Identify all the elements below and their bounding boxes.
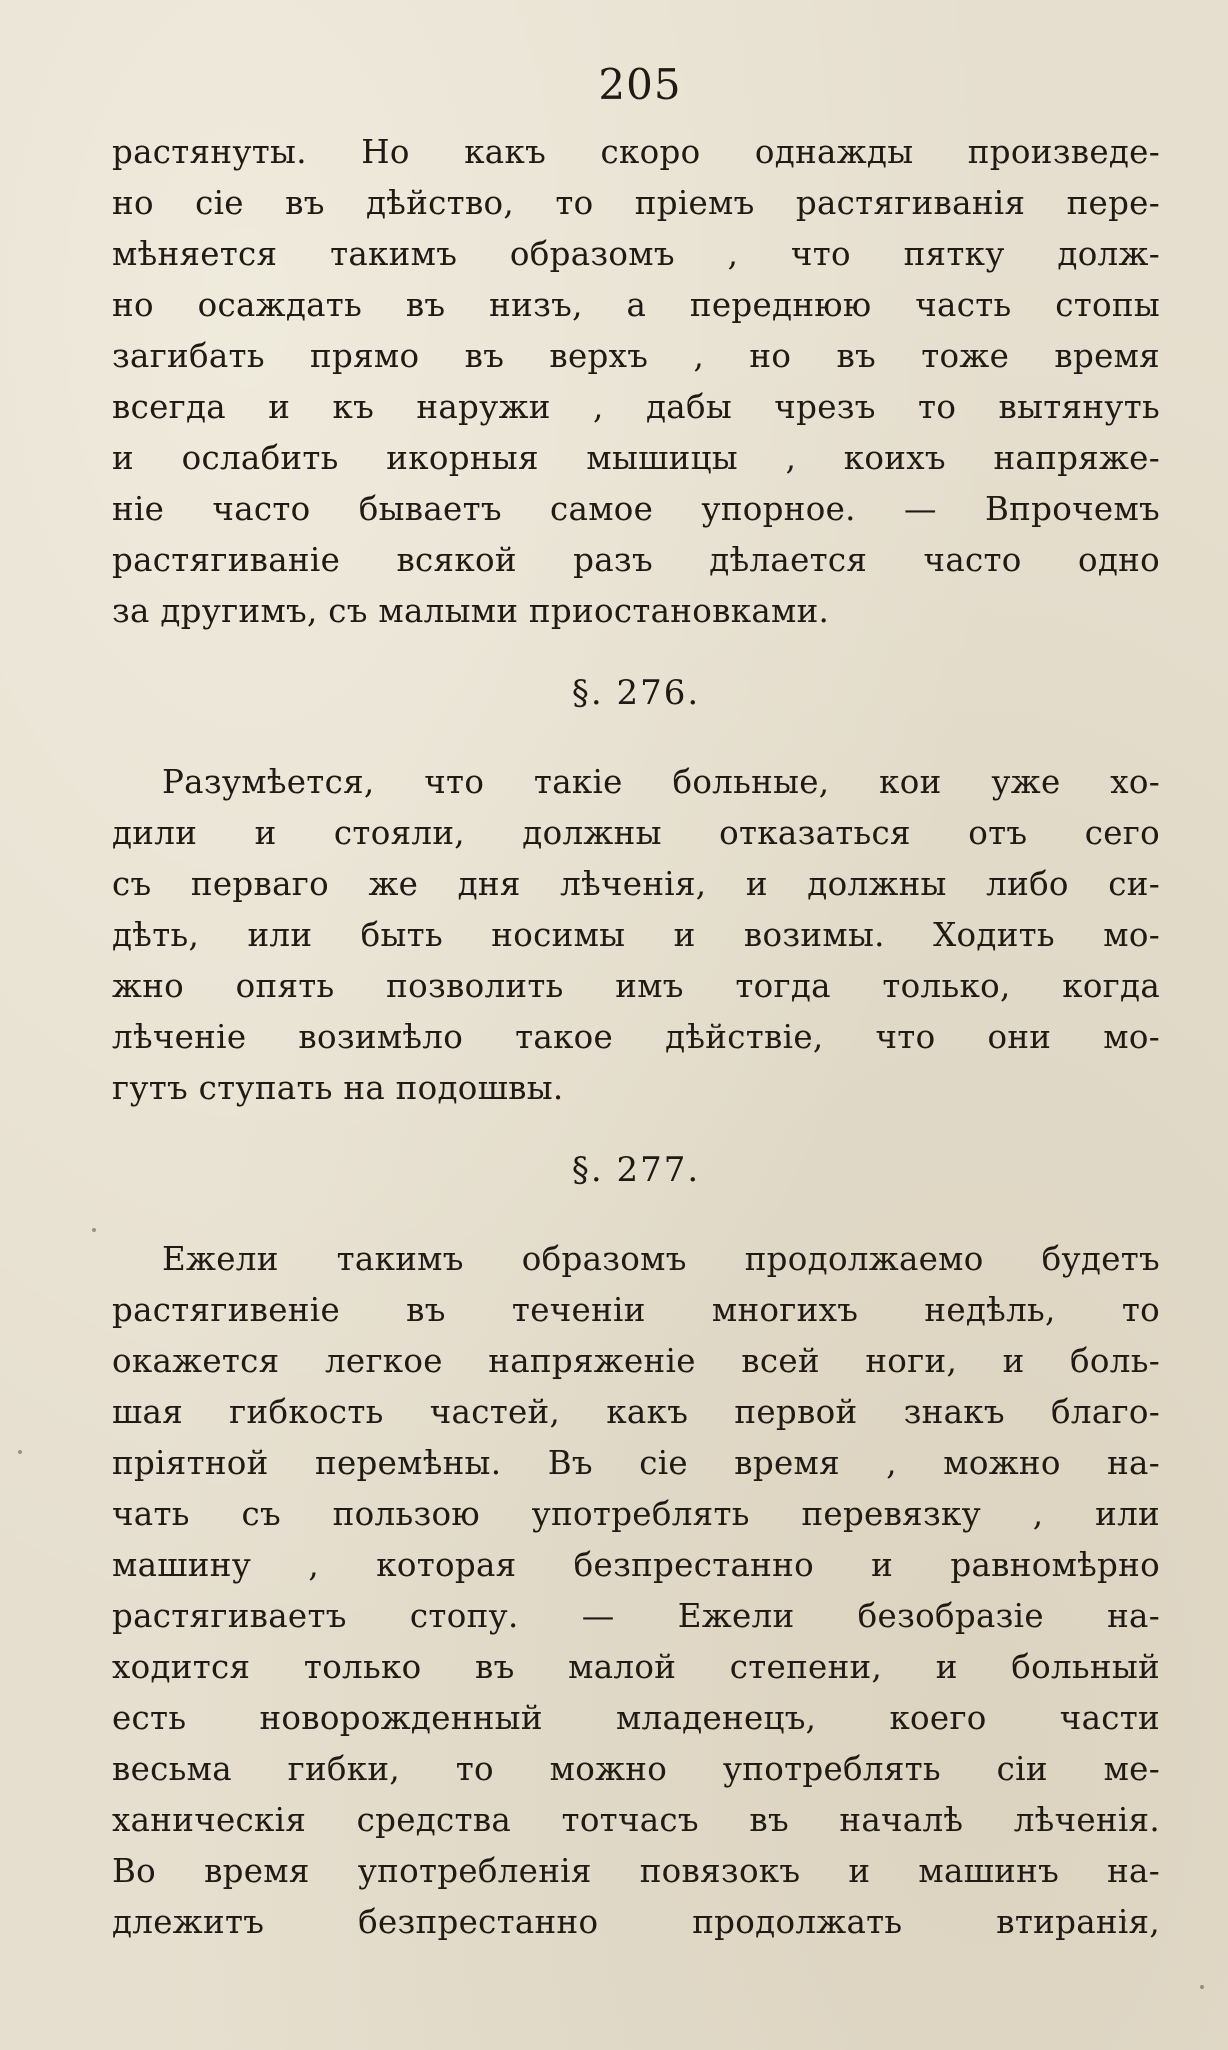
text-line: пріятной перемѣны. Въ сіе время , можно на-: [112, 1444, 1160, 1482]
text-line: всегда и къ наружи , дабы чрезъ то вытянуть: [112, 388, 1160, 426]
paper-speck: [1122, 1918, 1126, 1922]
text-line: растянуты. Но какъ скоро однажды произведе-: [112, 133, 1160, 171]
paragraph-276: [112, 757, 1160, 1114]
text-line: растягиваетъ стопу. — Ежели безобразіе на-: [112, 1597, 1160, 1635]
text-line: длежитъ безпрестанно продолжать втиранія,: [112, 1903, 1160, 1941]
paragraph-continued: [112, 127, 1160, 637]
paper-speck: [92, 1228, 96, 1232]
text-line: загибать прямо въ верхъ , но въ тоже время: [112, 337, 1160, 375]
section-heading-277: §. 277.: [571, 1150, 701, 1190]
text-line: Ежели такимъ образомъ продолжаемо будетъ: [162, 1240, 1160, 1278]
text-line: дѣть, или быть носимы и возимы. Ходить мо-: [112, 916, 1160, 954]
text-line: Разумѣется, что такіе больные, кои уже хо-: [162, 763, 1160, 801]
section-heading-276: §. 276.: [571, 673, 701, 713]
text-line: растягивеніе въ теченіи многихъ недѣль, то: [112, 1291, 1160, 1329]
text-line: ходится только въ малой степени, и больный: [112, 1648, 1160, 1686]
text-line: но осаждать въ низъ, а переднюю часть стопы: [112, 286, 1160, 324]
text-line: и ослабить икорныя мышицы , коихъ напряже-: [112, 439, 1160, 477]
text-line: гутъ ступать на подошвы.: [112, 1069, 564, 1107]
text-line: Во время употребленія повязокъ и машинъ на-: [112, 1852, 1160, 1890]
paper-speck: [18, 1450, 22, 1454]
text-line: весьма гибки, то можно употреблять сіи ме-: [112, 1750, 1160, 1788]
text-line: дили и стояли, должны отказаться отъ сего: [112, 814, 1160, 852]
text-line: машину , которая безпрестанно и равномѣрно: [112, 1546, 1160, 1584]
text-line: жно опять позволить имъ тогда только, когда: [112, 967, 1160, 1005]
text-line: ханическія средства тотчасъ въ началѣ лѣченія.: [112, 1801, 1160, 1839]
text-line: окажется легкое напряженіе всей ноги, и боль-: [112, 1342, 1160, 1380]
text-line: съ перваго же дня лѣченія, и должны либо си-: [112, 865, 1160, 903]
text-line: чать съ пользою употреблять перевязку , или: [112, 1495, 1160, 1533]
text-line: но сіе въ дѣйство, то пріемъ растягиванія пере-: [112, 184, 1160, 222]
text-line: ніе часто бываетъ самое упорное. — Впрочемъ: [112, 490, 1160, 528]
text-line: есть новорожденный младенецъ, коего части: [112, 1699, 1160, 1737]
paper-speck: [1200, 1985, 1204, 1989]
text-line: за другимъ, съ малыми приостановками.: [112, 592, 830, 630]
text-line: шая гибкость частей, какъ первой знакъ благо-: [112, 1393, 1160, 1431]
paragraph-277: [112, 1234, 1160, 1948]
text-line: мѣняется такимъ образомъ , что пятку долж-: [112, 235, 1160, 273]
text-line: лѣченіе возимѣло такое дѣйствіе, что они мо-: [112, 1018, 1160, 1056]
page-number: 205: [598, 60, 682, 109]
text-line: растягиваніе всякой разъ дѣлается часто одно: [112, 541, 1160, 579]
